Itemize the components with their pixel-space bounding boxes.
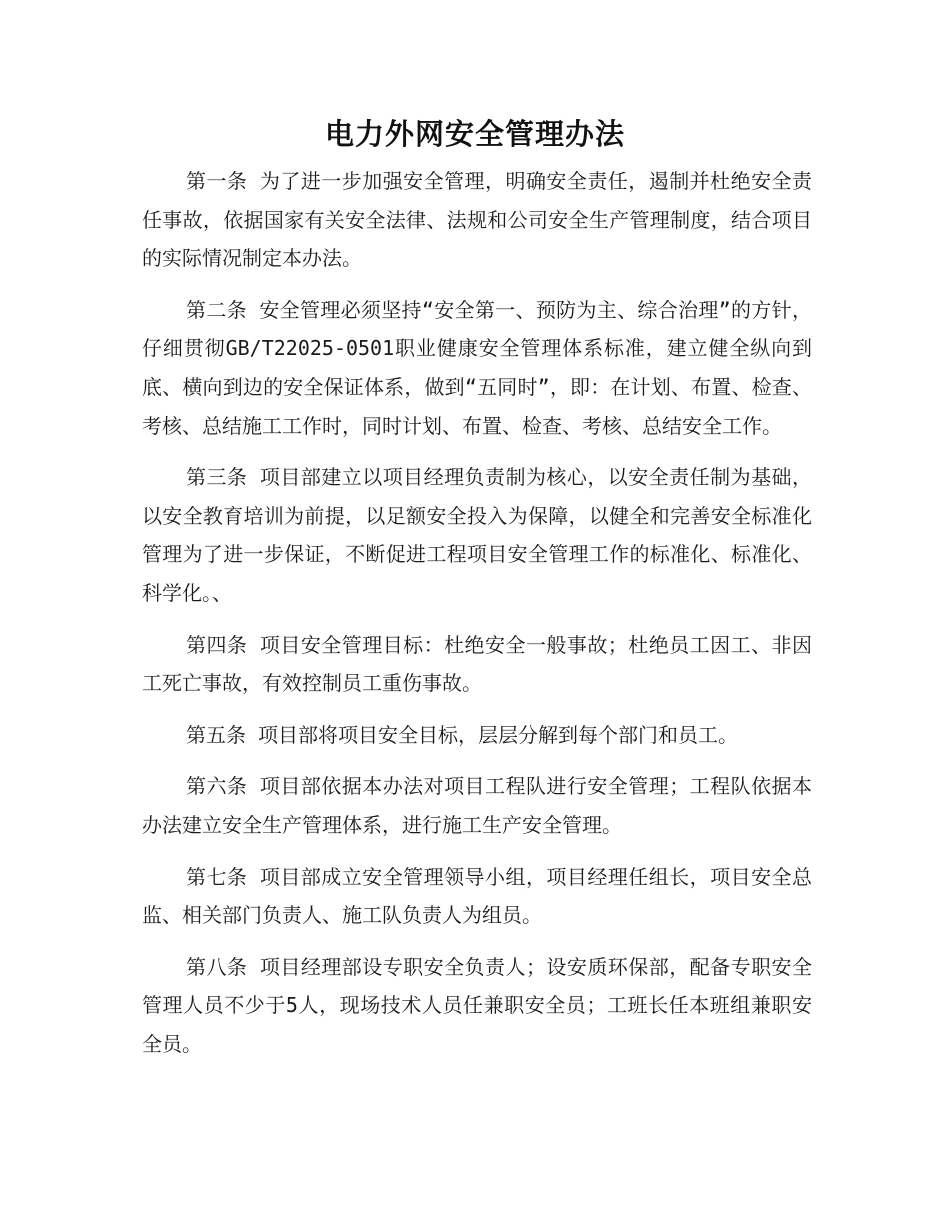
document-body xyxy=(142,162,812,1076)
article-paragraph: 第七条 项目部成立安全管理领导小组，项目经理任组长，项目安全总监、相关部门负责人、施工队负责人为组员。 xyxy=(142,864,812,928)
article-paragraph: 第二条 安全管理必须坚持“安全第一、预防为主、综合治理”的方针，仔细贯彻GB/T22025-0501职业健康安全管理体系标准，建立健全纵向到底、横向到边的安全保证体系，做到“五同时”，即：在计划、布置、检查、考核、总结施工工作时，同时计划、布置、检查、考核、总结安全工作。 xyxy=(142,297,812,438)
article-paragraph: 第一条 为了进一步加强安全管理，明确安全责任，遏制并杜绝安全责任事故，依据国家有关安全法律、法规和公司安全生产管理制度，结合项目的实际情况制定本办法。 xyxy=(142,169,812,271)
article-paragraph: 第八条 项目经理部设专职安全负责人；设安质环保部，配备专职安全管理人员不少于5人，现场技术人员任兼职安全员；工班长任本班组兼职安全员。 xyxy=(142,954,812,1056)
article-paragraph: 第五条 项目部将项目安全目标，层层分解到每个部门和员工。 xyxy=(186,722,739,747)
article-paragraph: 第四条 项目安全管理目标：杜绝安全一般事故；杜绝员工因工、非因工死亡事故，有效控制员工重伤事故。 xyxy=(142,632,812,696)
article-paragraph: 第六条 项目部依据本办法对项目工程队进行安全管理；工程队依据本办法建立安全生产管理体系，进行施工生产安全管理。 xyxy=(142,774,812,837)
document-title: 电力外网安全管理办法 xyxy=(324,117,625,151)
article-paragraph: 第三条 项目部建立以项目经理负责制为核心，以安全责任制为基础，以安全教育培训为前提，以足额安全投入为保障，以健全和完善安全标准化管理为了进一步保证，不断促进工程项目安全管理工作的标准化、标准化、科学化。、 xyxy=(142,465,812,605)
